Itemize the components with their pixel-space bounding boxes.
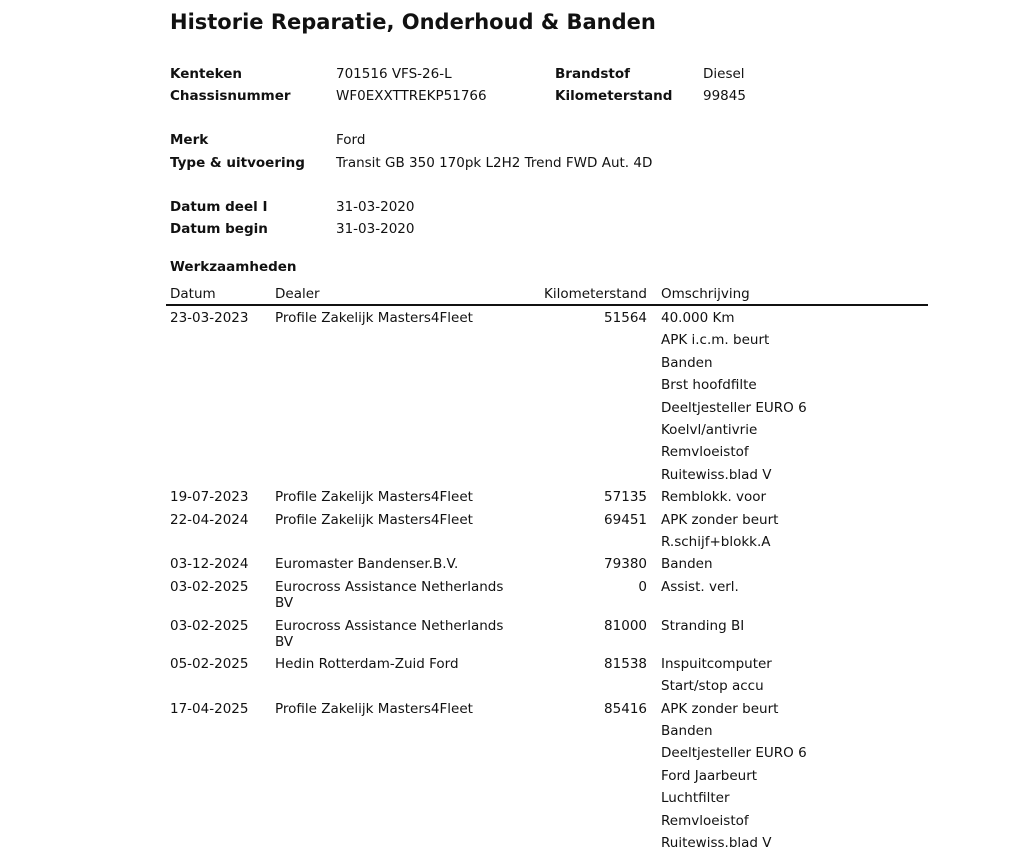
omschrijving-item: Luchtfilter — [661, 790, 730, 807]
cell-omschrijving — [661, 307, 941, 486]
table-row — [0, 553, 1024, 575]
merk-label: Merk — [170, 132, 209, 148]
cell-kilometerstand: 85416 — [604, 700, 647, 717]
cell-datum: 03-02-2025 — [170, 578, 249, 595]
table-row — [0, 615, 1024, 653]
cell-kilometerstand: 81000 — [604, 617, 647, 634]
cell-omschrijving — [661, 509, 941, 554]
table-row — [0, 486, 1024, 508]
cell-omschrijving — [661, 615, 941, 637]
cell-kilometerstand: 51564 — [604, 310, 647, 326]
type-uitvoering-value: Transit GB 350 170pk L2H2 Trend FWD Aut. 4D — [336, 155, 653, 171]
cell-dealer: Eurocross Assistance Netherlands BV — [275, 617, 504, 650]
omschrijving-item: Brst hoofdfilte — [661, 377, 757, 394]
datum-deel1-value: 31-03-2020 — [336, 199, 415, 215]
datum-begin-value: 31-03-2020 — [336, 221, 415, 237]
cell-dealer: Profile Zakelijk Masters4Fleet — [275, 700, 473, 717]
table-body — [0, 307, 1024, 854]
omschrijving-item: Ruitewiss.blad V — [661, 835, 772, 851]
cell-datum: 03-12-2024 — [170, 556, 249, 573]
chassisnummer-value: WF0EXXTTREKP51766 — [336, 88, 487, 104]
omschrijving-item: Banden — [661, 722, 713, 739]
cell-kilometerstand: 79380 — [604, 556, 647, 573]
datum-begin-label: Datum begin — [170, 221, 268, 237]
cell-kilometerstand: 69451 — [604, 511, 647, 528]
cell-kilometerstand: 81538 — [604, 655, 647, 672]
omschrijving-item: Deeltjesteller EURO 6 — [661, 745, 807, 762]
omschrijving-item: Remvloeistof — [661, 812, 749, 829]
omschrijving-item: Inspuitcomputer — [661, 655, 772, 672]
cell-kilometerstand: 0 — [638, 578, 647, 595]
chassisnummer-label: Chassisnummer — [170, 88, 291, 104]
werkzaamheden-heading: Werkzaamheden — [170, 259, 297, 275]
omschrijving-item: APK zonder beurt — [661, 511, 779, 528]
table-row — [0, 698, 1024, 855]
brandstof-value: Diesel — [703, 66, 745, 82]
kilometerstand-value: 99845 — [703, 88, 746, 104]
type-uitvoering-label: Type & uitvoering — [170, 155, 305, 171]
cell-datum: 22-04-2024 — [170, 511, 249, 528]
cell-dealer: Profile Zakelijk Masters4Fleet — [275, 310, 473, 326]
omschrijving-item: 40.000 Km — [661, 310, 735, 326]
kenteken-label: Kenteken — [170, 66, 242, 82]
brandstof-label: Brandstof — [555, 66, 630, 82]
table-row — [0, 509, 1024, 554]
cell-omschrijving — [661, 486, 941, 508]
kilometerstand-label: Kilometerstand — [555, 88, 673, 104]
omschrijving-item: Remblokk. voor — [661, 489, 767, 506]
cell-kilometerstand: 57135 — [604, 489, 647, 506]
cell-dealer: Profile Zakelijk Masters4Fleet — [275, 489, 473, 506]
omschrijving-item: Assist. verl. — [661, 578, 739, 595]
cell-datum: 17-04-2025 — [170, 700, 249, 717]
omschrijving-item: R.schijf+blokk.A — [661, 533, 771, 550]
table-header — [166, 284, 928, 306]
omschrijving-item: APK i.c.m. beurt — [661, 332, 770, 349]
cell-datum: 19-07-2023 — [170, 489, 249, 506]
cell-datum: 03-02-2025 — [170, 617, 249, 634]
table-row — [0, 576, 1024, 615]
omschrijving-item: Koelvl/antivrie — [661, 422, 758, 439]
cell-omschrijving — [661, 698, 941, 855]
omschrijving-item: Banden — [661, 556, 713, 573]
column-header-datum: Datum — [170, 286, 216, 302]
omschrijving-item: Start/stop accu — [661, 678, 764, 695]
cell-dealer: Eurocross Assistance Netherlands BV — [275, 578, 504, 611]
omschrijving-item: Ruitewiss.blad V — [661, 466, 772, 483]
cell-dealer: Profile Zakelijk Masters4Fleet — [275, 511, 473, 528]
column-header-kilometerstand: Kilometerstand — [544, 286, 647, 302]
cell-omschrijving — [661, 553, 941, 575]
table-row — [0, 653, 1024, 698]
cell-omschrijving — [661, 576, 941, 598]
omschrijving-item: Remvloeistof — [661, 444, 749, 461]
merk-value: Ford — [336, 132, 366, 148]
omschrijving-item: Deeltjesteller EURO 6 — [661, 399, 807, 416]
omschrijving-item: APK zonder beurt — [661, 700, 779, 717]
column-header-omschrijving: Omschrijving — [661, 286, 750, 302]
datum-deel1-label: Datum deel I — [170, 199, 268, 215]
cell-dealer: Euromaster Bandenser.B.V. — [275, 556, 459, 573]
omschrijving-item: Stranding BI — [661, 617, 745, 634]
cell-datum: 23-03-2023 — [170, 310, 249, 326]
cell-omschrijving — [661, 653, 941, 698]
table-row — [0, 307, 1024, 486]
kenteken-value: 701516 VFS-26-L — [336, 66, 452, 82]
omschrijving-item: Banden — [661, 354, 713, 371]
omschrijving-item: Ford Jaarbeurt — [661, 767, 758, 784]
cell-datum: 05-02-2025 — [170, 655, 249, 672]
cell-dealer: Hedin Rotterdam-Zuid Ford — [275, 655, 459, 672]
column-header-dealer: Dealer — [275, 286, 320, 302]
page-title: Historie Reparatie, Onderhoud & Banden — [170, 10, 656, 34]
